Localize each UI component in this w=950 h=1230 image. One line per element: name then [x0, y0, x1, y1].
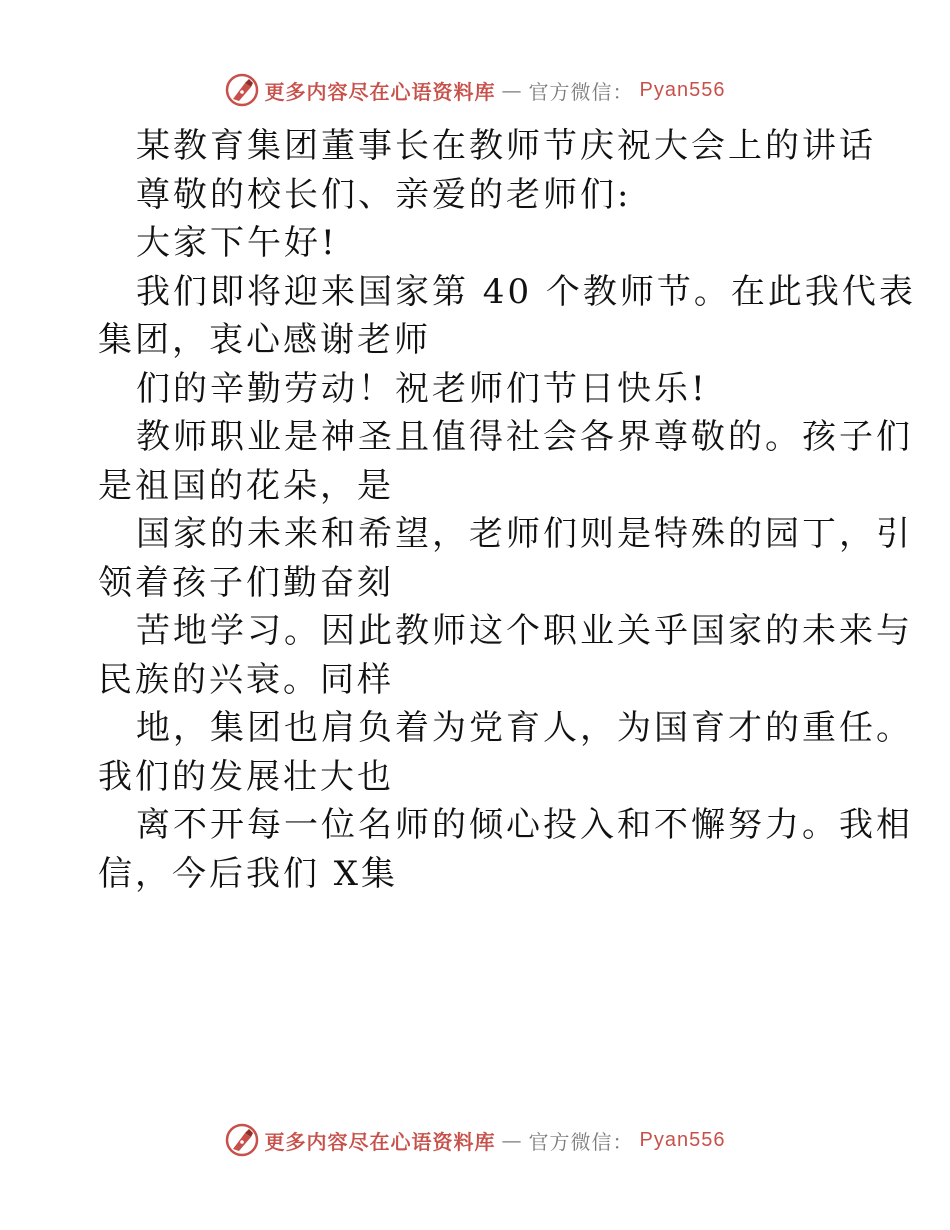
paragraph-line: 离不开每一位名师的倾心投入和不懈努力。我相 — [136, 805, 913, 845]
paragraph-line: 领着孩子们勤奋刻 — [98, 562, 394, 603]
paragraph-line: 我们即将迎来国家第 40 个教师节。在此我代表 — [136, 271, 916, 312]
paragraph-line: 集团，衷心感谢老师 — [98, 320, 431, 360]
paragraph-line: 苦地学习。因此教师这个职业关乎国家的未来与 — [136, 611, 913, 651]
paragraph-line: 信，今后我们 X集 — [98, 853, 399, 894]
paragraph-line: 民族的兴衰。同样 — [98, 659, 394, 700]
banner-dash: — — [501, 78, 523, 102]
paragraph-line: 我们的发展壮大也 — [98, 756, 394, 797]
paragraph-line: 们的辛勤劳动！祝老师们节日快乐! — [136, 368, 708, 409]
wechat-id: Pyan556 — [639, 1128, 726, 1151]
footer-banner — [0, 1120, 950, 1160]
document-body — [98, 122, 916, 898]
paragraph-line: 地，集团也肩负着为党育人，为国育才的重任。 — [136, 708, 913, 748]
document-title: 某教育集团董事长在教师节庆祝大会上的讲话 — [136, 126, 876, 166]
banner-dash: — — [501, 1128, 523, 1152]
paragraph-line: 是祖国的花朵，是 — [98, 465, 394, 506]
pen-nib-logo-icon — [225, 1123, 259, 1157]
wechat-label: 官方微信： — [528, 79, 634, 104]
salutation-line: 尊敬的校长们、亲爱的老师们: — [136, 174, 632, 215]
wechat-id: Pyan556 — [639, 78, 726, 101]
promo-text: 更多内容尽在心语资料库 — [264, 79, 496, 104]
wechat-label: 官方微信： — [528, 1129, 634, 1154]
promo-text: 更多内容尽在心语资料库 — [264, 1129, 496, 1154]
paragraph-line: 教师职业是神圣且值得社会各界尊敬的。孩子们 — [136, 417, 913, 457]
greeting-line: 大家下午好! — [136, 223, 338, 263]
header-banner — [0, 70, 950, 110]
paragraph-line: 国家的未来和希望，老师们则是特殊的园丁，引 — [136, 514, 913, 554]
pen-nib-logo-icon — [225, 73, 259, 107]
